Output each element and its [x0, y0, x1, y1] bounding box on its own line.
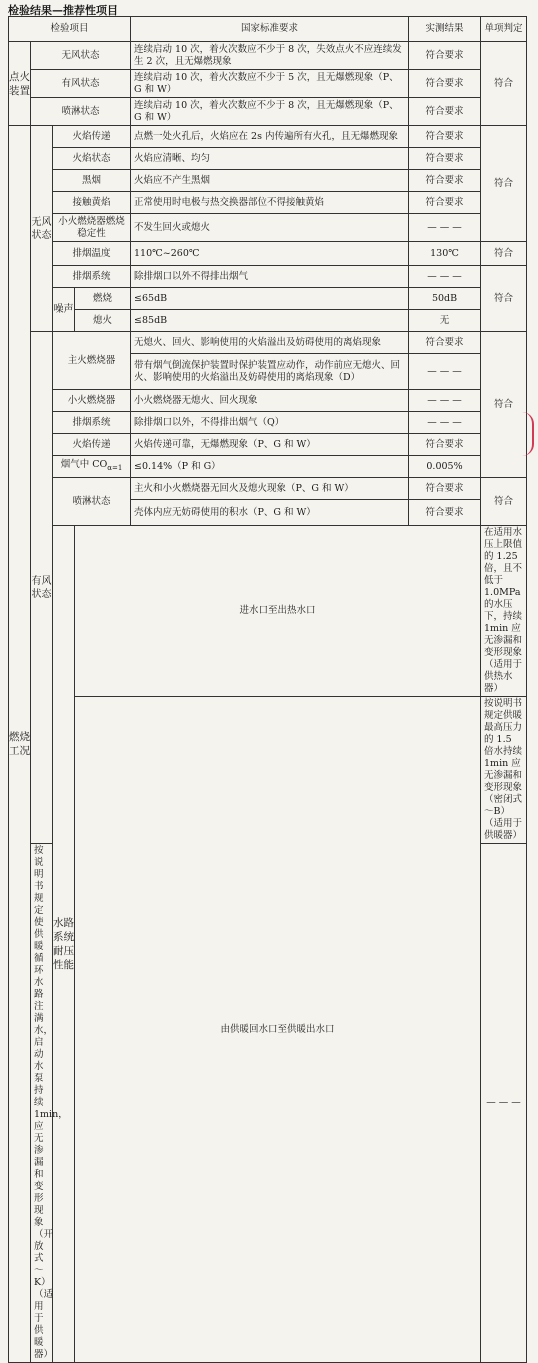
result: — — —	[409, 214, 481, 242]
table-row	[9, 42, 527, 70]
result: — — —	[409, 266, 481, 288]
requirement: 主火和小火燃烧器无回火及熄火现象（P、G 和 W）	[131, 478, 409, 500]
item-name: 接触黄焰	[53, 192, 131, 214]
item-name: 小火燃烧器	[53, 390, 131, 412]
requirement: 除排烟口以外不得排出烟气	[131, 266, 409, 288]
table-row	[9, 434, 527, 456]
item-name: 火焰传递	[53, 126, 131, 148]
result: 无	[409, 310, 481, 332]
single-judgement: 符合	[481, 332, 527, 478]
table-row	[9, 478, 527, 500]
result: 符合要求	[409, 332, 481, 354]
result: — — —	[409, 390, 481, 412]
result: 符合要求	[409, 42, 481, 70]
category-combustion: 燃烧工况	[9, 126, 31, 1363]
result: — — —	[481, 844, 527, 1363]
item-name: 排烟温度	[53, 242, 131, 266]
result: 符合要求	[409, 148, 481, 170]
requirement: 点燃一处火孔后，火焰应在 2s 内传遍所有火孔，且无爆燃现象	[131, 126, 409, 148]
result: 50dB	[409, 288, 481, 310]
noise-label: 噪声	[53, 288, 75, 332]
red-pen-mark	[522, 412, 534, 456]
item-name: 有风状态	[31, 70, 131, 98]
item-name: 火焰状态	[53, 148, 131, 170]
category-ignition: 点火装置	[9, 42, 31, 126]
table-row	[9, 332, 527, 354]
table-row	[9, 456, 527, 478]
header-single: 单项判定	[481, 17, 527, 42]
table-row	[9, 310, 527, 332]
table-row	[9, 526, 527, 697]
header-item: 检验项目	[9, 17, 131, 42]
header-req: 国家标准要求	[131, 17, 409, 42]
table-row	[9, 288, 527, 310]
inspection-table	[8, 16, 527, 1363]
result: 符合要求	[409, 70, 481, 98]
item-name	[53, 456, 131, 478]
item-name: 由供暖回水口至供暖出水口	[75, 697, 481, 1363]
table-row	[9, 170, 527, 192]
item-name: 火焰传递	[53, 434, 131, 456]
requirement: 壳体内应无妨碍使用的积水（P、G 和 W）	[131, 500, 409, 526]
requirement: ≤85dB	[131, 310, 409, 332]
result: 符合要求	[409, 192, 481, 214]
requirement: 连续启动 10 次，着火次数应不少于 5 次，且无爆燃现象（P、G 和 W）	[131, 70, 409, 98]
subcategory-wind: 有风状态	[31, 332, 53, 844]
requirement: 火焰传递可靠，无爆燃现象（P、G 和 W）	[131, 434, 409, 456]
item-name: 黑烟	[53, 170, 131, 192]
table-row	[9, 390, 527, 412]
co-label: 烟气中 CO	[60, 459, 108, 471]
single-judgement: 符合	[481, 266, 527, 332]
table-caption: 检验结果—推荐性项目	[8, 4, 118, 17]
result: 符合要求	[409, 98, 481, 126]
header-res: 实测结果	[409, 17, 481, 42]
result: 130℃	[409, 242, 481, 266]
requirement: 带有烟气倒流保护装置时保护装置应动作，动作前应无熄火、回火、影响使用的火焰溢出及妨碍使用的离焰现象（D）	[131, 354, 409, 390]
result: 符合要求	[409, 434, 481, 456]
result: 符合要求	[409, 170, 481, 192]
item-name: 喷淋状态	[53, 478, 131, 526]
table-row	[9, 242, 527, 266]
requirement: 无熄火、回火、影响使用的火焰溢出及妨碍使用的离焰现象	[131, 332, 409, 354]
item-name: 排烟系统	[53, 412, 131, 434]
requirement: ≤65dB	[131, 288, 409, 310]
table-row	[9, 148, 527, 170]
item-name: 排烟系统	[53, 266, 131, 288]
single-judgement: 符合	[481, 42, 527, 126]
item-name: 燃烧	[75, 288, 131, 310]
result: 符合要求	[409, 500, 481, 526]
table-row	[9, 126, 527, 148]
requirement: 正常使用时电极与热交换器部位不得接触黄焰	[131, 192, 409, 214]
item-name: 主火燃烧器	[53, 332, 131, 390]
requirement: 按说明书规定使供暖循环水路注满水，启动水泵持续 1min，应无渗漏和变形现象（开放式～K）（适用于供暖器）	[31, 844, 53, 1363]
table-row	[9, 98, 527, 126]
subcategory-no-wind: 无风状态	[31, 126, 53, 332]
requirement: 除排烟口以外，不得排出烟气（Q）	[131, 412, 409, 434]
header-row	[9, 17, 527, 42]
requirement: 火焰应不产生黑烟	[131, 170, 409, 192]
item-name: 无风状态	[31, 42, 131, 70]
requirement: 不发生回火或熄火	[131, 214, 409, 242]
item-name: 熄火	[75, 310, 131, 332]
single-judgement: 符合	[481, 126, 527, 242]
single-judgement: 符合	[481, 478, 527, 526]
requirement: 火焰应清晰、均匀	[131, 148, 409, 170]
single-judgement: 符合	[481, 242, 527, 266]
result: 符合要求	[409, 478, 481, 500]
item-name: 进水口至出热水口	[75, 526, 481, 697]
table-row	[9, 70, 527, 98]
item-name: 小火燃烧器燃烧稳定性	[53, 214, 131, 242]
requirement: 按说明书规定供暖最高压力的 1.5 倍水持续 1min 应无渗漏和变形现象（密闭式～B）（适用于供暖器）	[481, 697, 527, 844]
table-row	[9, 192, 527, 214]
item-name: 喷淋状态	[31, 98, 131, 126]
table-row	[9, 412, 527, 434]
result: — — —	[409, 412, 481, 434]
table-row	[9, 266, 527, 288]
table-row	[9, 214, 527, 242]
requirement: 连续启动 10 次，着火次数应不少于 8 次，失效点火不应连续发生 2 次，且无爆燃现象	[131, 42, 409, 70]
requirement: 连续启动 10 次，着火次数应不少于 8 次，且无爆燃现象（P、G 和 W）	[131, 98, 409, 126]
result: 0.005%	[409, 456, 481, 478]
requirement: 在适用水压上限值的 1.25 倍，且不低于 1.0MPa 的水压下，持续 1min 应无渗漏和变形现象（适用于供热水器）	[481, 526, 527, 697]
result: — — —	[409, 354, 481, 390]
table-row	[9, 697, 527, 844]
requirement: 小火燃烧器无熄火、回火现象	[131, 390, 409, 412]
category-water: 水路系统耐压性能	[53, 526, 75, 1363]
requirement: ≤0.14%（P 和 G）	[131, 456, 409, 478]
co-subscript: α=1	[107, 463, 123, 472]
requirement: 110℃~260℃	[131, 242, 409, 266]
result: 符合要求	[409, 126, 481, 148]
